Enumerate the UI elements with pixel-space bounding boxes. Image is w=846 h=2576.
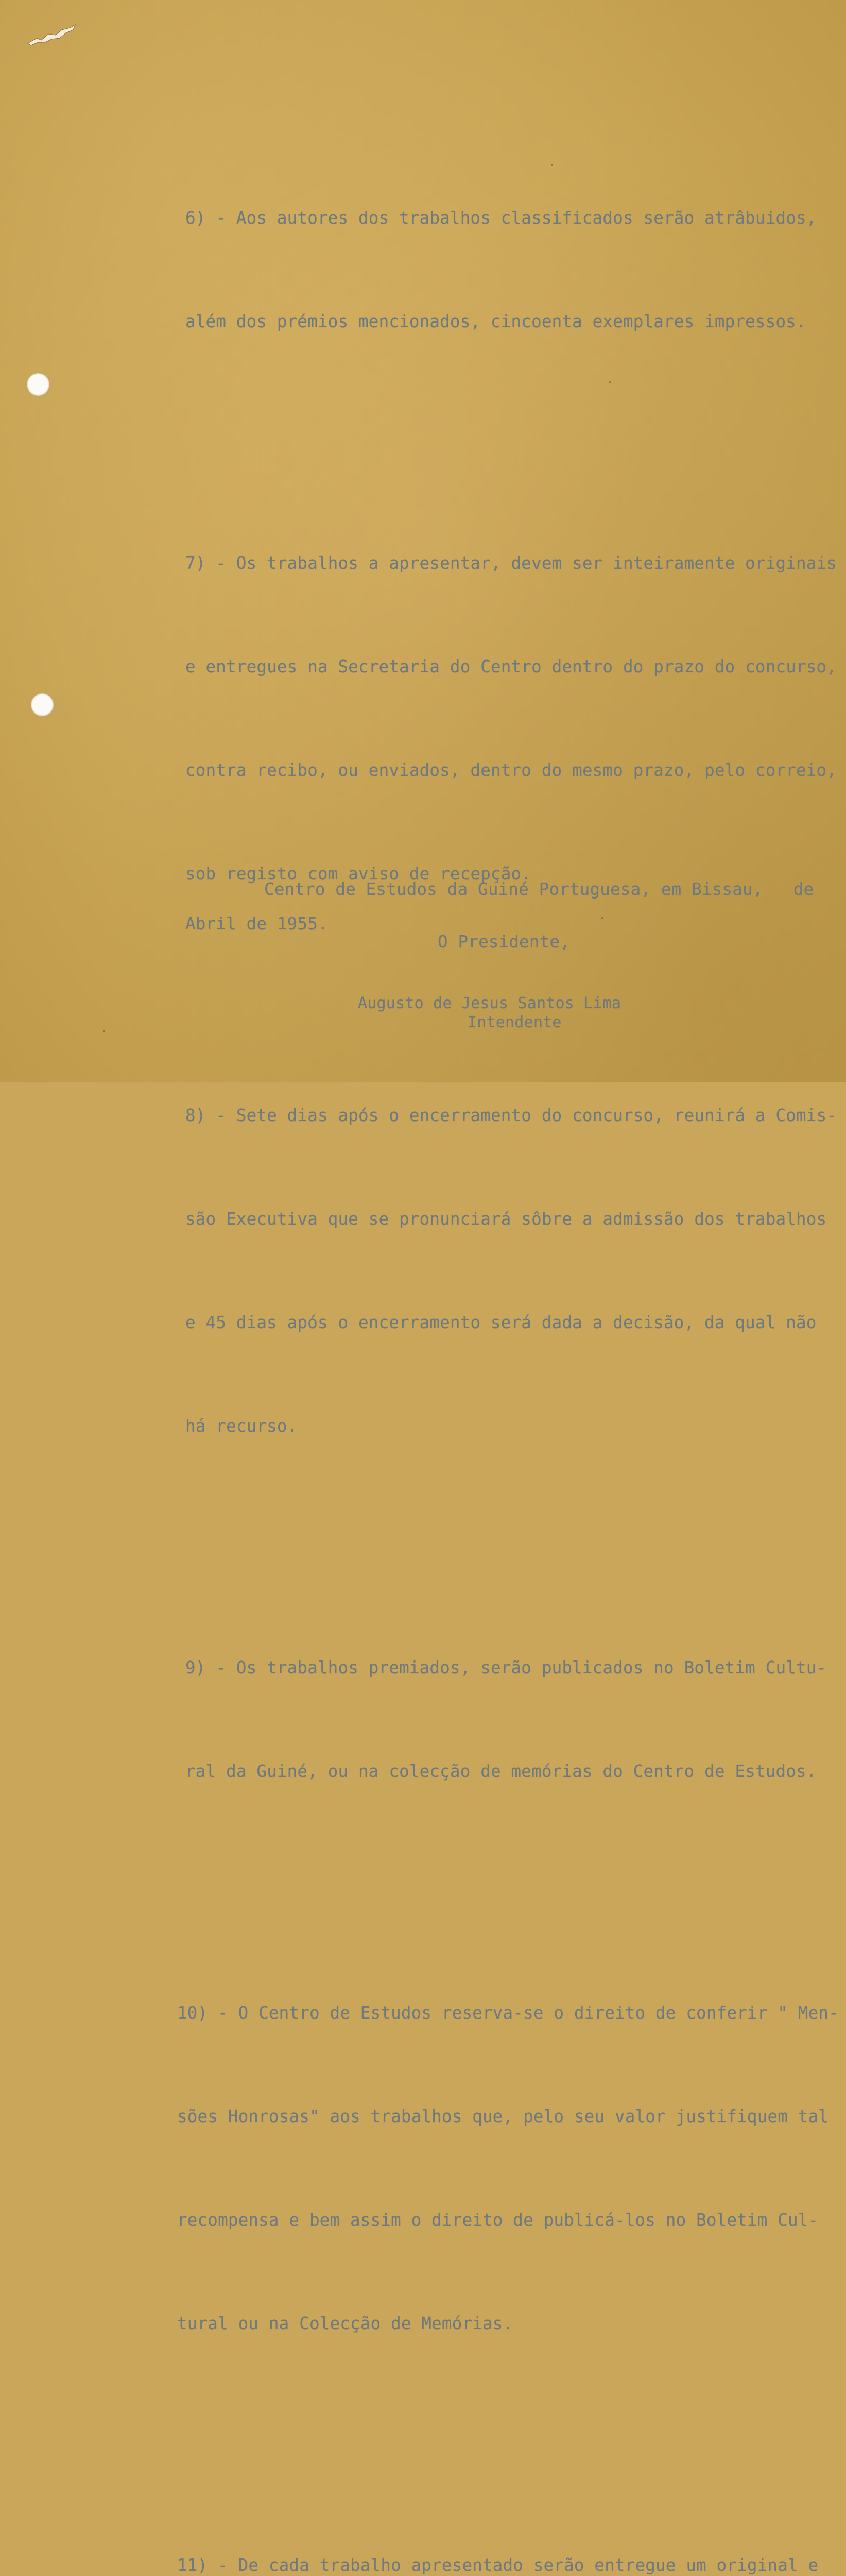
numbered-clauses <box>177 63 839 2576</box>
clause-line: contra recibo, ou enviados, dentro do mesmo prazo, pelo correio, <box>185 760 837 780</box>
clause-line: há recurso. <box>185 1416 298 1436</box>
punch-hole <box>31 693 54 716</box>
paper-speck <box>103 1030 105 1032</box>
closing-date-line: Abril de 1955. <box>185 914 328 934</box>
clause-line: 8) - Sete dias após o encerramento do concurso, reunirá a Comis- <box>185 1106 837 1125</box>
clause-line: ral da Guiné, ou na colecção de memórias do Centro de Estudos. <box>185 1761 817 1781</box>
signatory-name: Augusto de Jesus Santos Lima <box>358 994 621 1012</box>
torn-corner-mark <box>26 23 77 47</box>
paper-speck <box>609 381 611 383</box>
clause-line: e entregues na Secretaria do Centro dentro do prazo do concurso, <box>185 657 837 676</box>
clause-10 <box>177 1927 839 2410</box>
closing-place-line: Centro de Estudos da Guiné Portuguesa, em Bissau, de <box>264 879 814 899</box>
clause-line: recompensa e bem assim o direito de publicá-los no Boletim Cul- <box>177 2210 819 2230</box>
clause-6 <box>185 132 839 408</box>
paper-speck <box>551 164 553 166</box>
clause-line: sões Honrosas" aos trabalhos que, pelo seu valor justifiquem tal <box>177 2107 829 2126</box>
punch-hole <box>27 373 49 396</box>
signatory-title: O Presidente, <box>438 932 570 952</box>
clause-line: sob registo com aviso de recepção. <box>185 864 532 884</box>
clause-line: tural ou na Colecção de Memórias. <box>177 2314 513 2333</box>
clause-9 <box>185 1582 839 1858</box>
clause-line: 11) - De cada trabalho apresentado serão entregue um original e <box>177 2555 819 2575</box>
clause-line: são Executiva que se pronunciará sôbre a admissão dos trabalhos <box>185 1209 827 1229</box>
clause-line: 7) - Os trabalhos a apresentar, devem ser inteiramente originais <box>185 553 837 573</box>
clause-line: 10) - O Centro de Estudos reserva-se o direito de conferir " Men- <box>177 2003 839 2023</box>
clause-line: 6) - Aos autores dos trabalhos classificados serão atrâbuidos, <box>185 208 817 228</box>
clause-11 <box>177 2479 839 2576</box>
paper-speck <box>601 917 603 919</box>
clause-8 <box>185 1029 839 1513</box>
clause-line: e 45 dias após o encerramento será dada a decisão, da qual não <box>185 1313 817 1332</box>
clause-line: além dos prémios mencionados, cincoenta exemplares impressos. <box>185 312 806 331</box>
clause-line: 9) - Os trabalhos premiados, serão publicados no Boletim Cultu- <box>185 1658 827 1677</box>
signatory-role: Intendente <box>468 1013 562 1031</box>
